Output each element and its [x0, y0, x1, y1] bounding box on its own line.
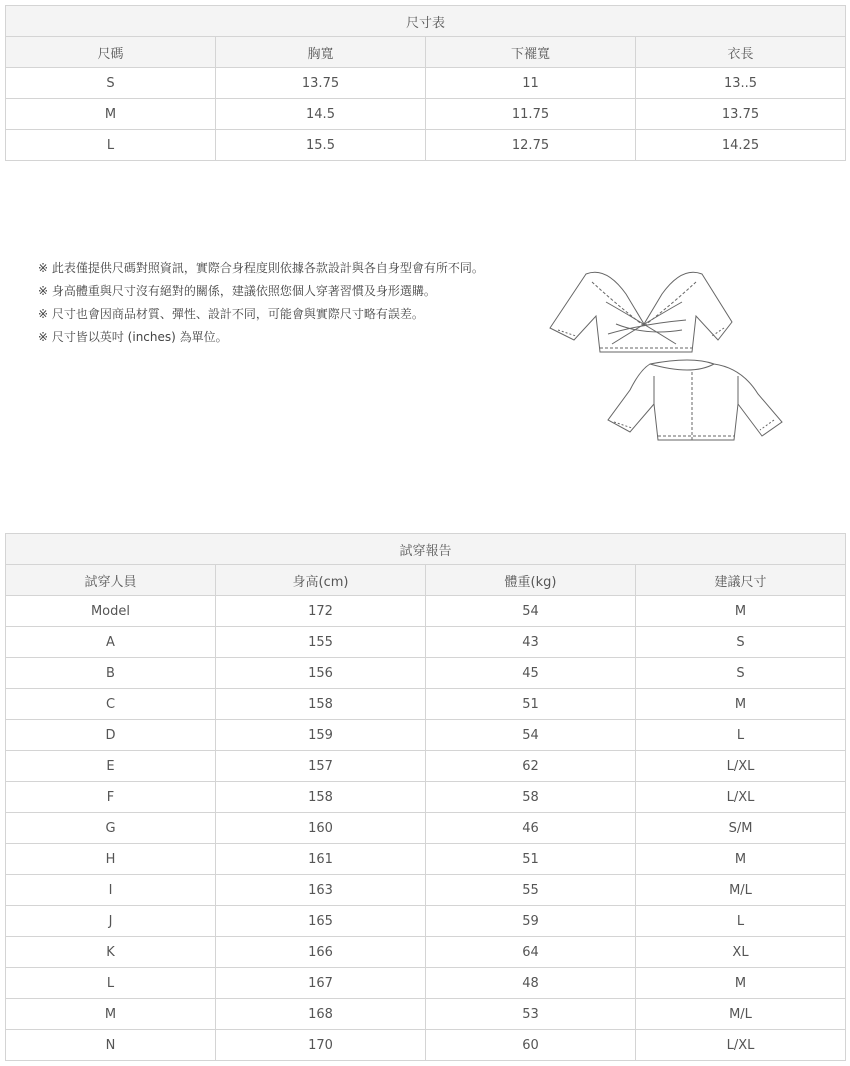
trial-table-header: 體重(kg)	[426, 565, 636, 596]
trial-table-row	[6, 813, 846, 844]
trial-table-row-cell: 159	[216, 720, 426, 751]
size-table-row-cell: M	[6, 99, 216, 130]
trial-table-row-cell: K	[6, 937, 216, 968]
trial-table-row-cell: 167	[216, 968, 426, 999]
cropped-top-front-icon	[550, 272, 732, 352]
trial-table-row-cell: 64	[426, 937, 636, 968]
trial-table-row-cell: 168	[216, 999, 426, 1030]
trial-table-row-cell: 54	[426, 596, 636, 627]
note-line: ※ 尺寸也會因商品材質、彈性、設計不同，可能會與實際尺寸略有誤差。	[38, 307, 424, 321]
trial-table-header: 建議尺寸	[636, 565, 846, 596]
trial-table-row-cell: 161	[216, 844, 426, 875]
trial-table-row-cell: 163	[216, 875, 426, 906]
trial-table-row	[6, 782, 846, 813]
size-table-row-cell: 14.5	[216, 99, 426, 130]
size-table-header-row	[6, 37, 846, 68]
trial-table-row	[6, 844, 846, 875]
size-table-row-cell: 12.75	[426, 130, 636, 161]
size-table-row-cell: 13.75	[636, 99, 846, 130]
trial-table-row-cell: 54	[426, 720, 636, 751]
trial-table-row-cell: Model	[6, 596, 216, 627]
trial-table-row-cell: 58	[426, 782, 636, 813]
trial-table-row-cell: G	[6, 813, 216, 844]
trial-table-row-cell: D	[6, 720, 216, 751]
trial-table-row-cell: S/M	[636, 813, 846, 844]
trial-table-row-cell: 53	[426, 999, 636, 1030]
trial-table-row-cell: 157	[216, 751, 426, 782]
trial-table-row-cell: H	[6, 844, 216, 875]
trial-table-row-cell: M	[636, 689, 846, 720]
note-line: ※ 尺寸皆以英吋 (inches) 為單位。	[38, 330, 228, 344]
trial-table-row-cell: M	[636, 844, 846, 875]
size-table-row-cell: 13.75	[216, 68, 426, 99]
trial-table-row-cell: 158	[216, 782, 426, 813]
trial-table-row	[6, 999, 846, 1030]
trial-table-row-cell: I	[6, 875, 216, 906]
cropped-top-back-icon	[608, 360, 782, 440]
garment-illustration	[546, 264, 786, 444]
trial-table-row	[6, 596, 846, 627]
size-table-row-cell: L	[6, 130, 216, 161]
trial-table-row-cell: B	[6, 658, 216, 689]
trial-table-row-cell: M/L	[636, 875, 846, 906]
size-table-row-cell: 15.5	[216, 130, 426, 161]
trial-table-row-cell: 43	[426, 627, 636, 658]
trial-table-row-cell: L/XL	[636, 1030, 846, 1061]
trial-table-row-cell: 62	[426, 751, 636, 782]
trial-table-title: 試穿報告	[6, 534, 846, 565]
trial-table-header-row	[6, 565, 846, 596]
size-table-row-cell: S	[6, 68, 216, 99]
trial-table-row-cell: S	[636, 658, 846, 689]
trial-table-row	[6, 1030, 846, 1061]
trial-table	[5, 533, 846, 1061]
size-notes	[38, 257, 558, 349]
trial-table-row-cell: J	[6, 906, 216, 937]
trial-table-row-cell: 59	[426, 906, 636, 937]
trial-table-row-cell: 46	[426, 813, 636, 844]
trial-table-header: 身高(cm)	[216, 565, 426, 596]
trial-table-row-cell: 170	[216, 1030, 426, 1061]
trial-table-row-cell: 51	[426, 844, 636, 875]
trial-table-row-cell: 172	[216, 596, 426, 627]
trial-table-row-cell: M	[6, 999, 216, 1030]
trial-table-row-cell: S	[636, 627, 846, 658]
trial-table-row-cell: L	[636, 906, 846, 937]
trial-table-row-cell: L/XL	[636, 782, 846, 813]
size-table-header: 尺碼	[6, 37, 216, 68]
trial-table-row-cell: 156	[216, 658, 426, 689]
trial-table-row	[6, 906, 846, 937]
trial-table-row-cell: 165	[216, 906, 426, 937]
trial-table-row-cell: M/L	[636, 999, 846, 1030]
trial-table-row-cell: 155	[216, 627, 426, 658]
size-table-row	[6, 68, 846, 99]
trial-table-row	[6, 627, 846, 658]
trial-table-row-cell: N	[6, 1030, 216, 1061]
size-table-row-cell: 11	[426, 68, 636, 99]
size-table	[5, 5, 846, 161]
trial-table-row-cell: F	[6, 782, 216, 813]
trial-table-row-cell: 48	[426, 968, 636, 999]
trial-table-row-cell: L/XL	[636, 751, 846, 782]
trial-table-row-cell: 55	[426, 875, 636, 906]
trial-table-row-cell: 160	[216, 813, 426, 844]
trial-table-row	[6, 658, 846, 689]
trial-table-row-cell: 45	[426, 658, 636, 689]
trial-table-row	[6, 875, 846, 906]
trial-table-row	[6, 968, 846, 999]
trial-table-row-cell: 166	[216, 937, 426, 968]
size-table-row	[6, 99, 846, 130]
trial-table-header: 試穿人員	[6, 565, 216, 596]
trial-table-row-cell: L	[636, 720, 846, 751]
size-table-row-cell: 14.25	[636, 130, 846, 161]
size-table-header: 衣長	[636, 37, 846, 68]
trial-table-row-cell: C	[6, 689, 216, 720]
size-table-header: 下襬寬	[426, 37, 636, 68]
trial-table-row	[6, 720, 846, 751]
size-table-header: 胸寬	[216, 37, 426, 68]
trial-table-row-cell: 158	[216, 689, 426, 720]
trial-table-row	[6, 937, 846, 968]
trial-table-row	[6, 689, 846, 720]
trial-table-row-cell: 60	[426, 1030, 636, 1061]
trial-table-row-cell: M	[636, 596, 846, 627]
trial-table-row-cell: M	[636, 968, 846, 999]
trial-table-row-cell: A	[6, 627, 216, 658]
note-line: ※ 身高體重與尺寸沒有絕對的關係，建議依照您個人穿著習慣及身形選購。	[38, 284, 436, 298]
size-table-row-cell: 13..5	[636, 68, 846, 99]
trial-table-row-cell: 51	[426, 689, 636, 720]
size-table-title: 尺寸表	[6, 6, 846, 37]
size-table-row	[6, 130, 846, 161]
trial-table-row-cell: E	[6, 751, 216, 782]
size-table-row-cell: 11.75	[426, 99, 636, 130]
trial-table-row	[6, 751, 846, 782]
trial-table-row-cell: XL	[636, 937, 846, 968]
note-line: ※ 此表僅提供尺碼對照資訊，實際合身程度則依據各款設計與各自身型會有所不同。	[38, 261, 484, 275]
trial-table-row-cell: L	[6, 968, 216, 999]
